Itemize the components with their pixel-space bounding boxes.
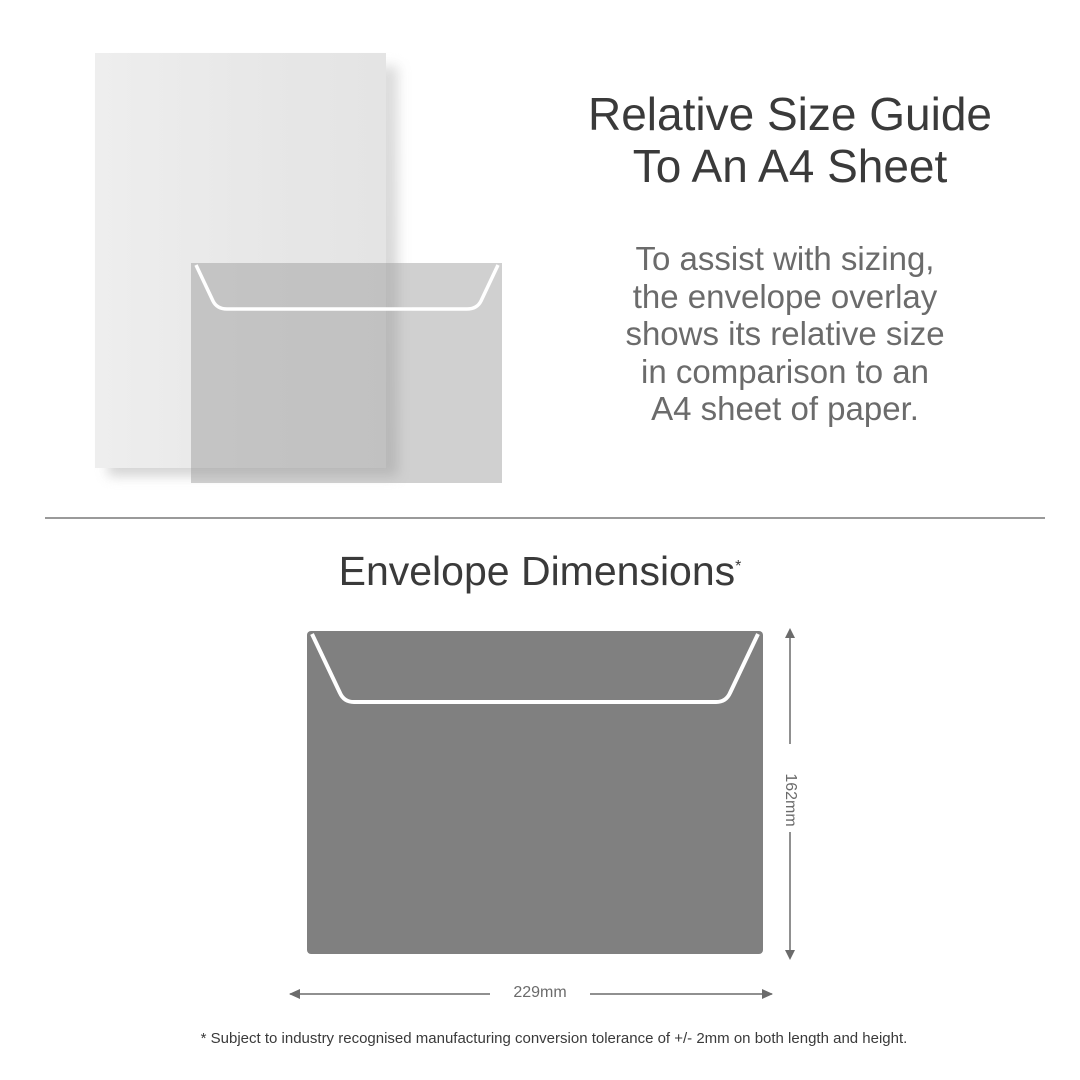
description-line: shows its relative size [625,315,945,352]
description-line: To assist with sizing, [635,240,935,277]
height-value: 162mm [782,773,799,827]
size-guide-description [545,240,1025,428]
envelope-flap-line [307,631,763,706]
size-guide-title-line-2: To An A4 Sheet [632,140,948,192]
size-guide-title-line-1: Relative Size Guide [588,88,992,140]
height-dimension-label [778,773,802,827]
envelope-overlay [191,263,502,483]
description-line: the envelope overlay [632,277,938,315]
footnote-marker: * [735,558,742,575]
size-guide-title [520,88,1060,192]
tolerance-footnote: * Subject to industry recognised manufacturing conversion tolerance of +/- 2mm on both length and height. [200,1030,908,1047]
envelope-shape [307,631,763,954]
section-divider [45,517,1045,519]
envelope-dimensions-title [0,546,1080,596]
width-dimension-label: 229mm [490,984,590,1002]
description-line: in comparison to an [641,352,929,390]
dimensions-title-text: Envelope Dimensions [338,548,736,594]
size-comparison-illustration [0,0,520,510]
envelope-overlay-flap-line [191,263,502,323]
description-line: A4 sheet of paper. [651,390,919,427]
